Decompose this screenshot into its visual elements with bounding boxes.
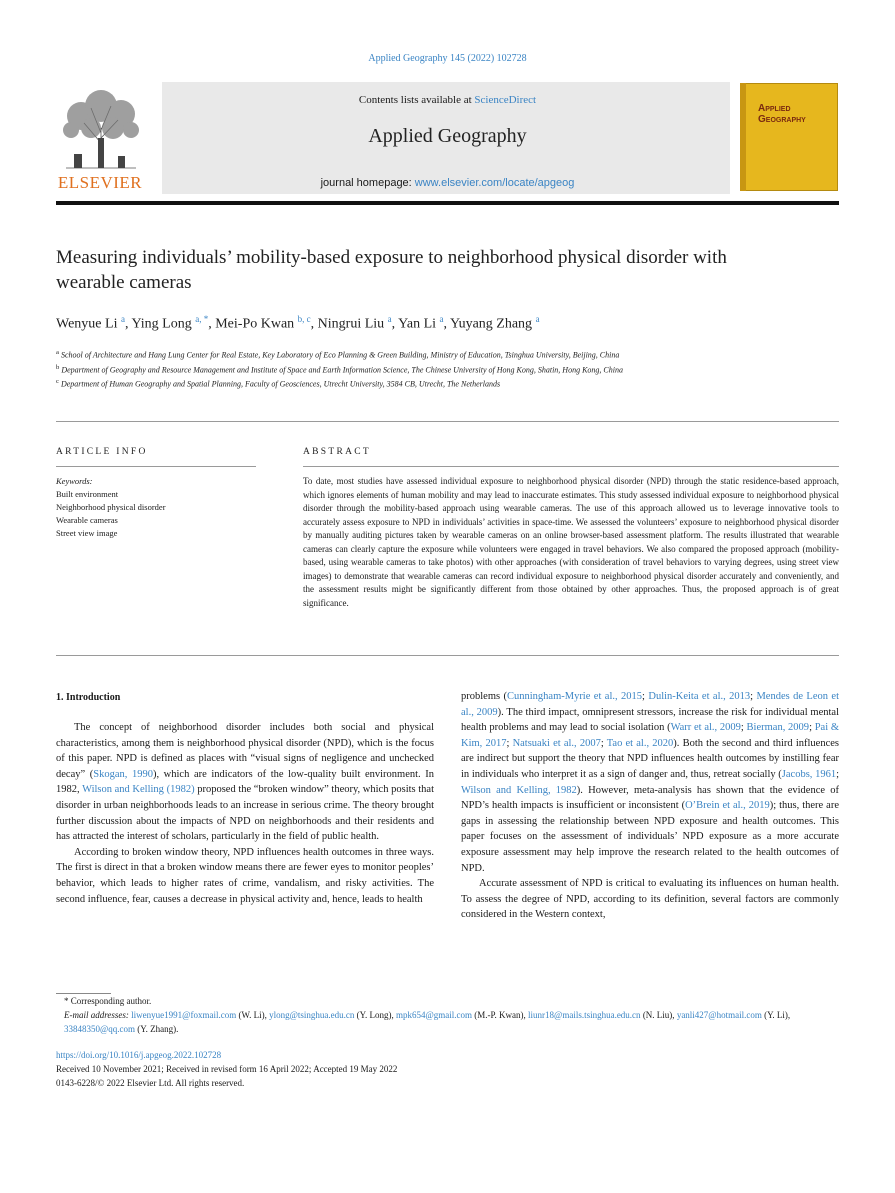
email-owner: (W. Li), [236, 1010, 270, 1020]
email-owner: (Y. Li), [761, 1010, 791, 1020]
keywords-label: Keywords: [56, 476, 93, 486]
elsevier-wordmark: ELSEVIER [57, 173, 143, 192]
text-run: ). The third impact, omnipresent stressors, increase the risk for individual mental health problems and may lead to social isolation ( [461, 706, 839, 734]
doi-link[interactable]: https://doi.org/10.1016/j.apgeog.2022.102728 [56, 1050, 222, 1060]
left-column [56, 720, 434, 907]
author-separator: , [391, 316, 399, 332]
sciencedirect-link[interactable]: ScienceDirect [474, 94, 537, 106]
author-affil-mark[interactable]: a [120, 314, 125, 324]
text-run: ), which are indicators of the low-quality built environment. In 1982, [56, 768, 435, 796]
journal-reference-link[interactable]: Applied Geography 145 (2022) 102728 [368, 53, 527, 64]
article-info-heading: ARTICLE INFO [56, 447, 148, 457]
citation-link[interactable]: Jacobs, 1961 [781, 768, 837, 780]
keyword-item: Neighborhood physical disorder [56, 502, 166, 512]
cover-title [758, 103, 806, 125]
intro-paragraph: According to broken window theory, NPD influences health outcomes in three ways. The first is direct in that a broken window means there are fewer eyes to monitor peoples’ behavior, which leads to higher rates of crime, vandalism, and risky activities. The second influence, fear, causes a decrease in physical activity and, hence, leads to health [56, 846, 434, 905]
paper-title: Measuring individuals’ mobility-based exposure to neighborhood physical disorder with wearable cameras [56, 247, 727, 293]
text-run: ); thus, there are gaps in assessing the relationship between NPD exposure and health outcomes. This paper focuses on the assessment of individuals’ NPD exposure as a more accurate exposure assessment may help improve the research related to the health outcomes of NPD. [461, 800, 839, 874]
info-divider [56, 466, 256, 467]
author-name: Mei-Po Kwan [215, 316, 295, 332]
received-dates: Received 10 November 2021; Received in revised form 16 April 2022; Accepted 19 May 2022 [56, 1064, 398, 1074]
affiliation-item [56, 347, 736, 362]
citation-link[interactable]: Tao et al., 2020 [606, 737, 674, 749]
intro-paragraph [461, 689, 839, 876]
citation-link[interactable]: Warr et al., 2009 [670, 722, 741, 734]
text-run: ; [740, 722, 747, 734]
citation-link[interactable]: Pai & Kim, 2017 [461, 722, 840, 749]
keyword-item: Built environment [56, 489, 119, 499]
author-affil-mark[interactable]: a, * [195, 314, 209, 324]
abstract-heading: ABSTRACT [303, 447, 372, 457]
right-column [461, 689, 839, 923]
abstract-divider [303, 466, 839, 467]
keywords-block [56, 475, 256, 540]
abstract-text: To date, most studies have assessed individual exposure to neighborhood physical disorder (NPD) through the static residence-based approach, which ignores elements of human mobility and may lead to inaccurate estimates. This study assessed individual exposure to neighborhood physical disorder through the mobility-based approach using wearable cameras. The use of this approach allowed us to leverage innovative tools to accurately assess exposure to NPD in individuals’ activities in space-time. We assessed the volunteers’ exposure to neighborhood physical disorder by manually auditing pictures taken by wearable cameras on an online browser-based assessment platform. The results illustrated that wearable cameras can clearly capture the exposure while volunteers were engaged in travel behaviors. We also compared the proposed approach (mobility-based, using wearable cameras to take photos) with other approaches (with consideration of travel behaviors to varying degrees, using street view images) to demonstrate that wearable cameras can record individual exposure to neighborhood physical disorder accurately and conveniently, and the assessment results might be significantly different from those obtained by other approaches. Thus, the proposed approach is of great significance. [303, 476, 839, 608]
author-name: Ningrui Liu [317, 316, 385, 332]
email-link[interactable]: mpk654@gmail.com [396, 1010, 473, 1020]
email-owner: (Y. Long), [354, 1010, 396, 1020]
text-run: ; [506, 737, 513, 749]
cover-title-line1: Applied [758, 103, 791, 114]
email-owner: (M.-P. Kwan), [472, 1010, 529, 1020]
email-owner: (N. Liu), [640, 1010, 677, 1020]
email-link[interactable]: yanli427@hotmail.com [676, 1010, 762, 1020]
contents-prefix: Contents lists available at [358, 94, 475, 106]
author-separator: , [443, 316, 451, 332]
intro-paragraph [56, 720, 434, 845]
author-name: Ying Long [131, 316, 192, 332]
keyword-item: Wearable cameras [56, 515, 118, 525]
text-run: proposed the “broken window” theory, which posits that disorder in urban neighborhoods leads to an increase in serious crime. The theory brought further discussion about the impacts of NPD on neighborhoods and their residents and has attracted the interest of scholars, particularly in the field of public health. [56, 784, 434, 843]
text-run: ; [809, 722, 815, 734]
corresponding-author-note: * Corresponding author. [64, 996, 152, 1006]
affiliation-mark: b [56, 363, 60, 371]
text-run: ). Both the second and third influences are indirect but support the theory that NPD influences health outcomes by instilling fear in individuals who interpret it as a sign of danger and, thus, retreat socially ( [461, 737, 839, 780]
affiliation-item [56, 376, 736, 391]
text-run: problems ( [461, 691, 507, 702]
email-owner: (Y. Zhang). [135, 1024, 179, 1034]
citation-link[interactable]: Mendes de Leon et al., 2009 [461, 691, 839, 718]
author-separator: , [208, 316, 216, 332]
citation-link[interactable]: Cunningham-Myrie et al., 2015 [506, 691, 643, 702]
journal-cover-image [740, 83, 838, 191]
citation-link[interactable]: O’Brein et al., 2019 [685, 800, 770, 812]
email-link[interactable]: ylong@tsinghua.edu.cn [269, 1010, 355, 1020]
text-run: The concept of neighborhood disorder includes both social and physical characteristics, among them is neighborhood physical disorder (NPD), which is the focus of this paper. NPD is defined as places with “visual signs of negligence and unchecked decay” ( [56, 722, 434, 780]
info-divider-top [56, 421, 839, 422]
affiliation-mark: a [56, 349, 59, 356]
text-run: ; [750, 691, 757, 702]
author-name: Wenyue Li [56, 316, 118, 332]
email-link[interactable]: 33848350@qq.com [64, 1024, 136, 1034]
copyright-notice: 0143-6228/© 2022 Elsevier Ltd. All rights reserved. [56, 1078, 245, 1088]
affiliation-text: Department of Human Geography and Spatial Planning, Faculty of Geosciences, Utrecht University, 3584 CB, Utrecht, The Netherlands [60, 379, 501, 389]
text-run: ; [600, 737, 607, 749]
affiliation-mark: c [56, 378, 59, 386]
journal-title: Applied Geography [368, 125, 527, 147]
text-run: ). However, meta-analysis has shown that the evidence of NPD’s health impacts is insufficient or inconsistent ( [461, 784, 839, 812]
abstract-bottom-divider [56, 655, 839, 656]
citation-link[interactable]: Natsuaki et al., 2007 [512, 737, 601, 749]
cover-title-line2: Geography [758, 114, 806, 125]
email-addresses [56, 1008, 839, 1036]
header-divider [56, 201, 839, 205]
citation-link[interactable]: Wilson and Kelling, 1982 [461, 784, 577, 796]
footnotes [56, 994, 839, 1036]
citation-link[interactable]: Wilson and Kelling (1982) [82, 784, 195, 796]
author-affil-mark[interactable]: a [439, 314, 444, 324]
author-separator: , [310, 316, 318, 332]
author-name: Yan Li [398, 316, 437, 332]
text-run: ; [642, 691, 649, 702]
author-list [56, 314, 839, 333]
email-link[interactable]: liwenyue1991@foxmail.com [131, 1010, 237, 1020]
cover-stripe [740, 83, 746, 191]
author-affil-mark[interactable]: a [387, 314, 392, 324]
author-name: Yuyang Zhang [450, 316, 533, 332]
citation-link[interactable]: Skogan, 1990 [93, 768, 153, 780]
citation-link[interactable]: Bierman, 2009 [746, 722, 810, 734]
keyword-item: Street view image [56, 528, 118, 538]
article-metadata [56, 1048, 839, 1090]
affiliation-text: School of Architecture and Hang Lung Center for Real Estate, Key Laboratory of Eco Planning & Green Building, Ministry of Education, Tsinghua University, Beijing, China [60, 350, 620, 360]
homepage-link[interactable]: www.elsevier.com/locate/apgeog [414, 177, 575, 189]
intro-paragraph: Accurate assessment of NPD is critical to evaluating its influences on human health. To assess the degree of NPD, according to its definition, several factors are commonly considered in the Western context, [461, 878, 839, 921]
homepage-label: journal homepage: [320, 177, 415, 189]
affiliation-item [56, 362, 736, 377]
affiliations [56, 347, 736, 391]
author-affil-mark[interactable]: a [535, 314, 540, 324]
affiliation-text: Department of Geography and Resource Management and Institute of Space and Earth Information Science, The Chinese University of Hong Kong, Shatin, Hong Kong, China [61, 365, 623, 375]
author-separator: , [124, 316, 132, 332]
section-heading-introduction: 1. Introduction [56, 692, 121, 703]
author-affil-mark[interactable]: b, c [297, 314, 311, 324]
email-link[interactable]: liunr18@mails.tsinghua.edu.cn [528, 1010, 641, 1020]
email-label: E-mail addresses: [64, 1010, 132, 1020]
text-run: ; [836, 768, 839, 780]
citation-link[interactable]: Dulin-Keita et al., 2013 [648, 691, 751, 702]
